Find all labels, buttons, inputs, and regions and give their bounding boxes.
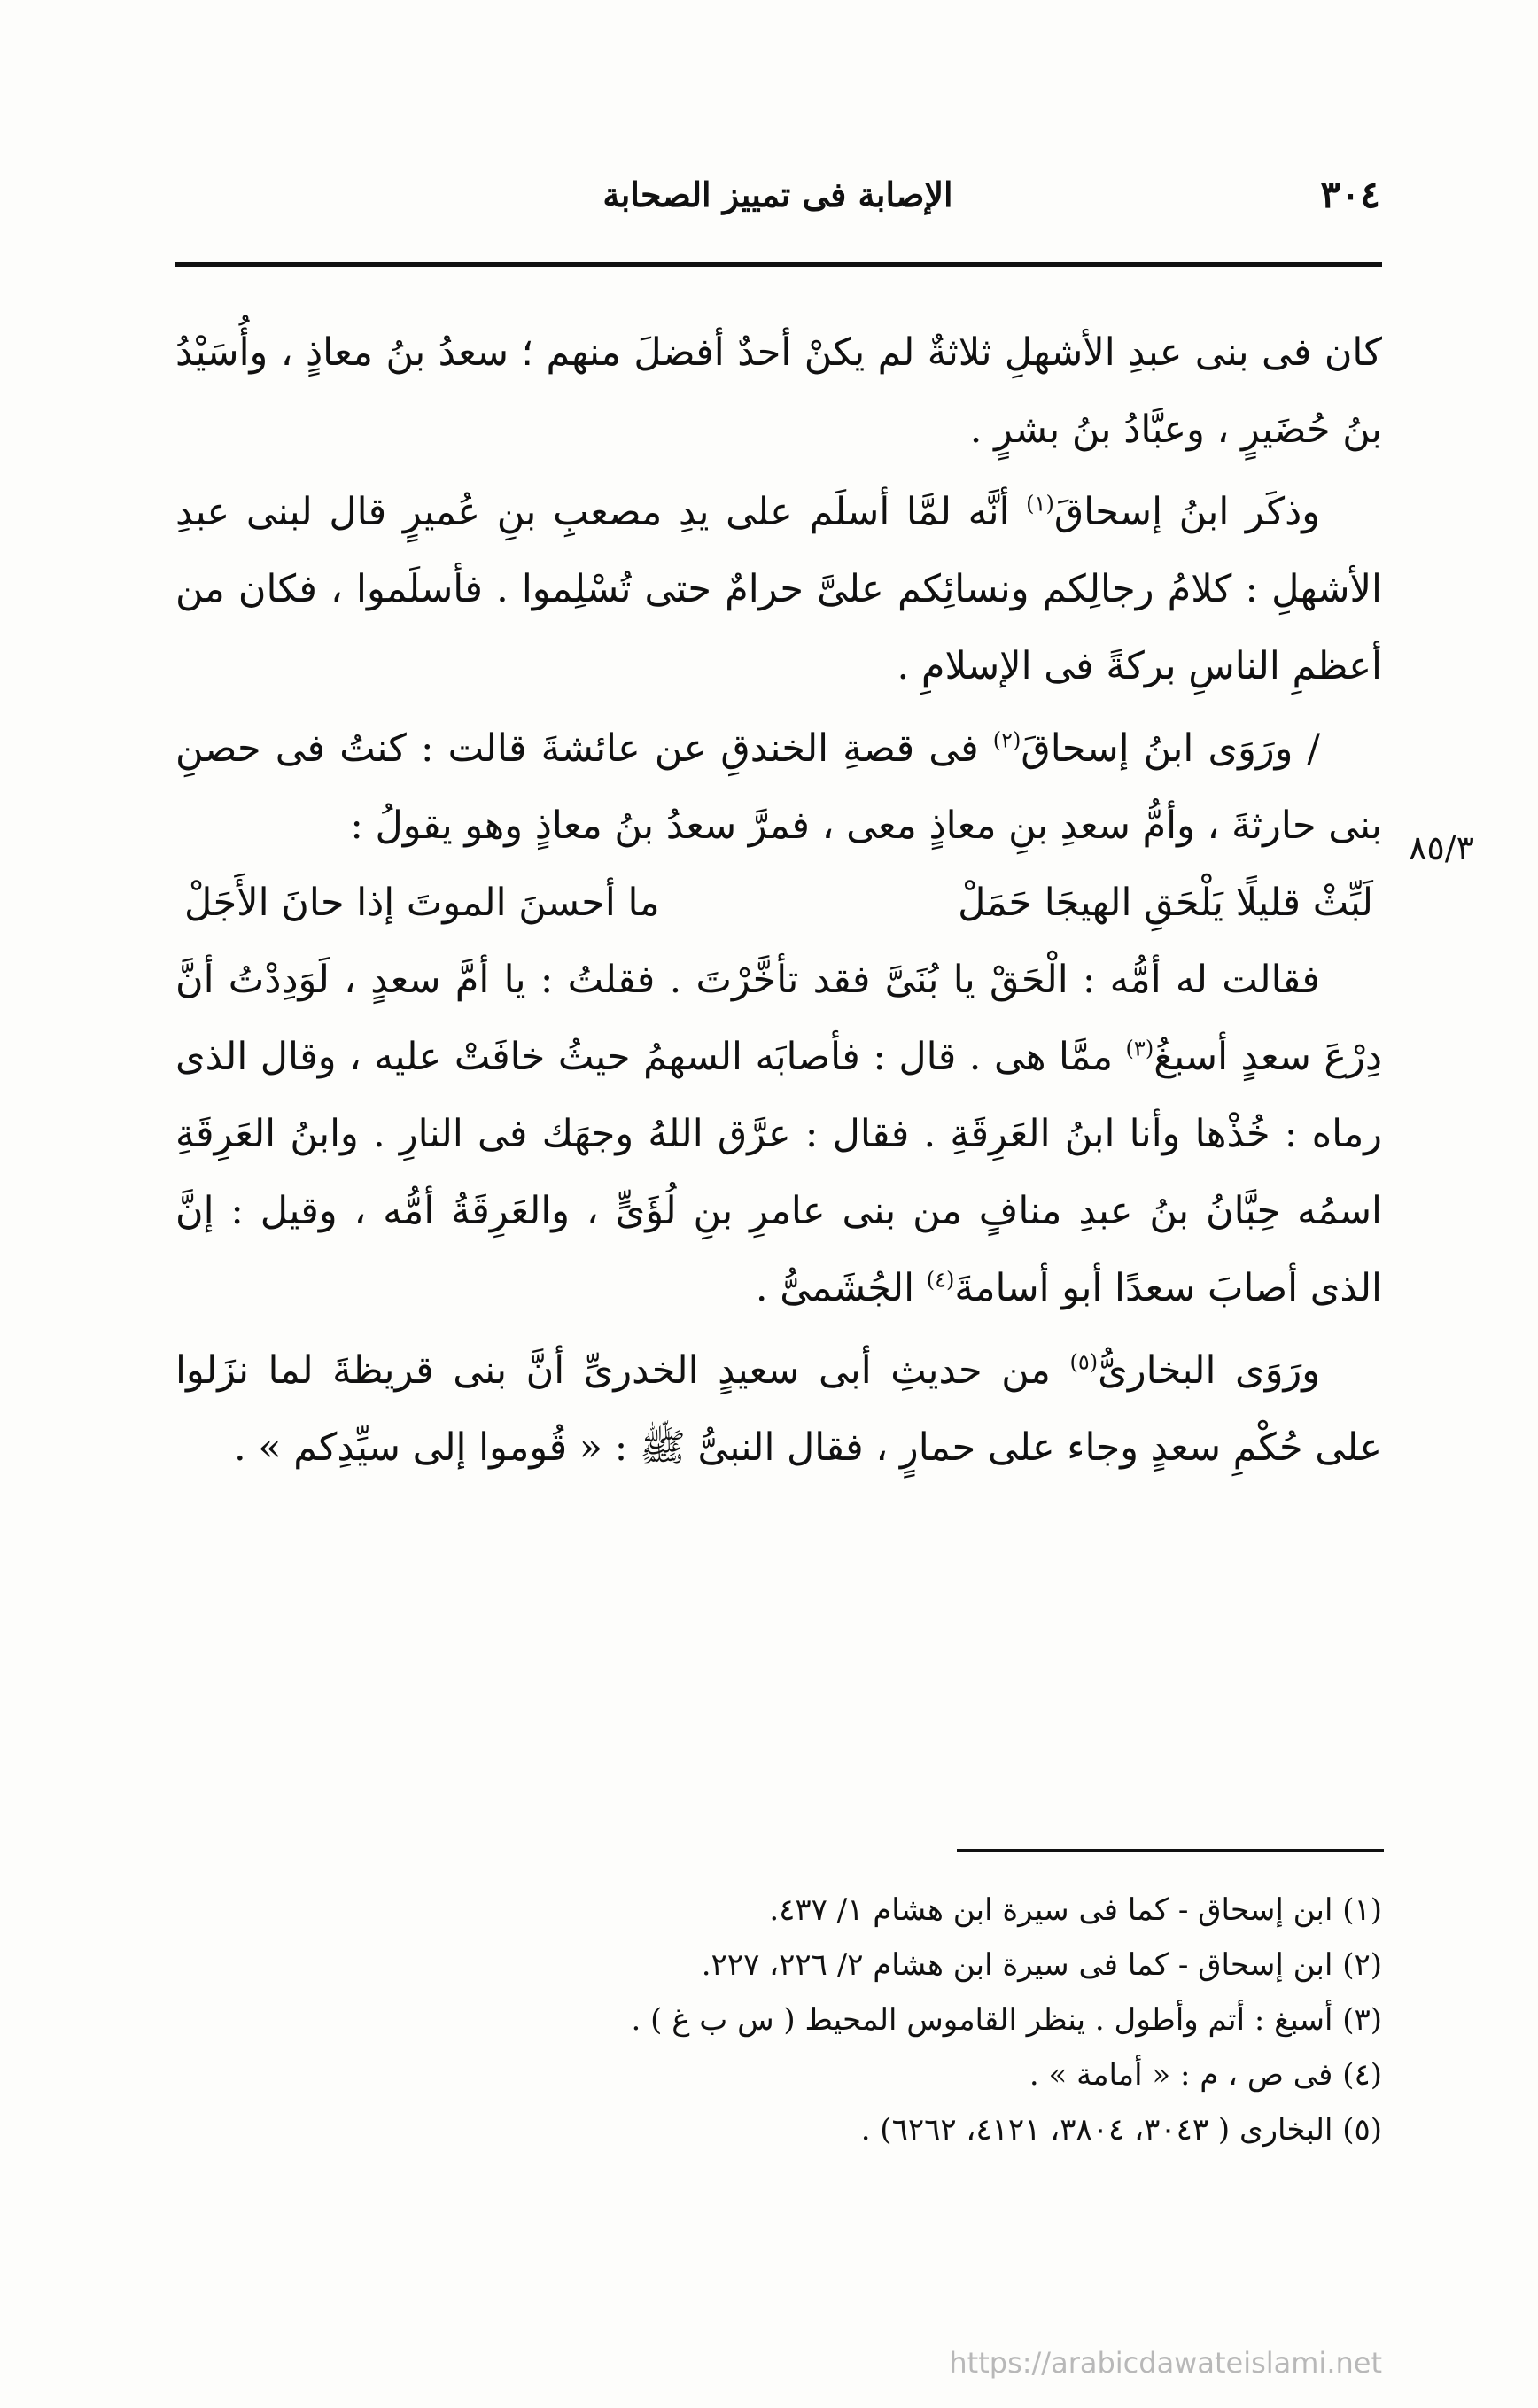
book-title: الإصابة فى تمييز الصحابة (602, 175, 953, 214)
paragraph-3-text-b: فى قصةِ الخندقِ عن عائشةَ قالت : كنتُ فى حصنِ بنى حارثةَ ، وأمُّ سعدِ بنِ معاذٍ معى ، فمرَّ سعدُ بنُ معاذٍ وهو يقولُ : (175, 726, 1382, 848)
paragraph-1 (175, 315, 1382, 469)
paragraph-2-text-b: أنَّه لمَّا أسلَم على يدِ مصعبِ بنِ عُميرٍ قال لبنى عبدِ الأشهلِ : كلامُ رجالِكم ونسائِكم علىَّ حرامٌ حتى تُسْلِموا . فأسلَموا ، فكان من أعظمِ الناسِ بركةً فى الإسلامِ . (175, 490, 1382, 688)
margin-reference: ٨٥/٣ (1409, 828, 1475, 867)
verse-first-hemistich: لَبِّثْ قليلًا يَلْحَقِ الهيجَا حَمَلْ (958, 881, 1373, 925)
main-text (175, 315, 1382, 1487)
footnote-2: (٢) ابن إسحاق - كما فى سيرة ابن هشام ٢/ ٢٢٦، ٢٢٧. (701, 1947, 1382, 1983)
footnote-3: (٣) أسبغ : أتم وأطول . ينظر القاموس المحيط ( س ب غ ) . (631, 2002, 1382, 2038)
footnote-4: (٤) فى ص ، م : « أمامة » . (1029, 2057, 1382, 2093)
paragraph-5-text-b: من حديثِ أبى سعيدٍ الخدرىِّ أنَّ بنى قريظةَ لما نزَلوا على حُكْمِ سعدٍ وجاء على حمارٍ ، فقال النبىُّ ﷺ : « قُوموا إلى سيِّدِكم » . (175, 1348, 1382, 1470)
footnote-marker-2: (٢) (992, 727, 1021, 753)
paragraph-4-text-b: ممَّا هى . قال : فأصابَه السهمُ حيثُ خافَتْ عليه ، وقال الذى رماه : خُذْها وأنا ابنُ العَرِقَةِ . فقال : عرَّق اللهُ وجهَك فى النارِ . وابنُ العَرِقَةِ اسمُه حِبَّانُ بنُ عبدِ منافٍ من بنى عامرِ بنِ لُؤَىٍّ ، والعَرِقَةُ أمُّه ، وقيل : إنَّ الذى أصابَ سعدًا أبو أسامةَ (175, 1035, 1382, 1310)
page-number: ٣٠٤ (1320, 173, 1380, 216)
paragraph-2 (175, 474, 1382, 705)
paragraph-3-text-a: / ورَوَى ابنُ إسحاقَ (1021, 726, 1320, 771)
footnote-rule (957, 1849, 1384, 1852)
poetry-verse (175, 865, 1382, 942)
paragraph-5 (175, 1332, 1382, 1487)
footnotes (175, 1883, 1382, 2157)
paragraph-5-text-a: ورَوَى البخارىُّ (1098, 1348, 1320, 1393)
watermark-url: https://arabicdawateislami.net (949, 2346, 1382, 2380)
paragraph-2-text-a: وذكَر ابنُ إسحاقَ (1053, 490, 1321, 534)
header-rule (175, 262, 1382, 267)
paragraph-4-text-c: الجُشَمىُّ . (755, 1266, 927, 1310)
verse-second-hemistich: ما أحسنَ الموتَ إذا حانَ الأَجَلْ (184, 881, 660, 925)
footnote-1: (١) ابن إسحاق - كما فى سيرة ابن هشام ١/ ٤٣٧. (769, 1892, 1382, 1928)
footnote-marker-1: (١) (1026, 491, 1054, 517)
footnote-5: (٥) البخارى ( ٣٠٤٣، ٣٨٠٤، ٤١٢١، ٦٢٦٢) . (860, 2112, 1382, 2148)
footnote-marker-3: (٣) (1125, 1036, 1154, 1061)
paragraph-1-text: كان فى بنى عبدِ الأشهلِ ثلاثةٌ لم يكنْ أحدٌ أفضلَ منهم ؛ سعدُ بنُ معاذٍ ، وأُسَيْدُ بنُ حُضَيرٍ ، وعبَّادُ بنُ بشرٍ . (175, 330, 1382, 452)
footnote-marker-4: (٤) (926, 1267, 955, 1293)
paragraph-4 (175, 942, 1382, 1327)
paragraph-4-text-a: فقالت له أمُّه : الْحَقْ يا بُنَىَّ فقد تأخَّرْتَ . فقلتُ : يا أمَّ سعدٍ ، لَوَدِدْتُ أنَّ دِرْعَ سعدٍ أسبغُ (175, 958, 1382, 1079)
page-header (175, 173, 1380, 235)
footnote-marker-5: (٥) (1069, 1349, 1099, 1375)
paragraph-3 (175, 711, 1382, 865)
